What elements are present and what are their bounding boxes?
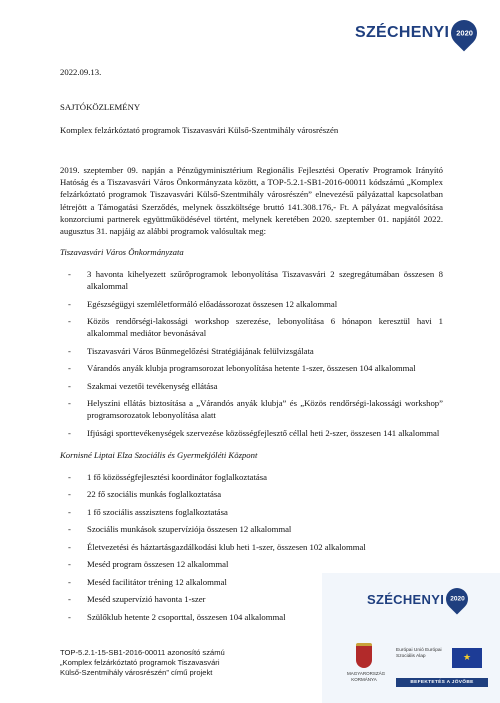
list-item: - Szociális munkások szupervíziója összesen 12 alkalommal	[60, 523, 315, 535]
list-item: - Meséd program összesen 12 alkalommal	[60, 558, 315, 570]
list-item: - 3 havonta kihelyezett szűrőprogramok lebonyolítása Tiszavasvári 2 szegregátumában összesen 8 alkalommal	[60, 268, 443, 292]
list-item: - Közös rendőrségi-lakossági workshop szerezése, lebonyolítása 6 hónapon keresztül havi 1 alkalommal mediátor bevonásával	[60, 315, 443, 339]
investment-banner: BEFEKTETÉS A JÖVŐBE	[396, 678, 488, 687]
list-item: - Egészségügyi szemléletformáló előadássorozat összesen 12 alkalommal	[60, 298, 443, 310]
org2-program-list	[60, 471, 366, 623]
list-item: - Szakmai vezetői tevékenység ellátása	[60, 380, 443, 392]
org2-heading: Kornisné Liptai Elza Szociális és Gyermekjóléti Központ	[60, 449, 258, 460]
list-item: - Tiszavasvári Város Bűnmegelőzési Stratégiájának felülvizsgálata	[60, 345, 443, 357]
document-subject: Komplex felzárkóztató programok Tiszavasvári Külső-Szentmihály városrészén	[60, 125, 339, 136]
document-date: 2022.09.13.	[60, 67, 102, 77]
list-item: - Életvezetési és háztartásgazdálkodási klub heti 1-szer, összesen 102 alkalommal	[60, 541, 407, 553]
eu-label: Európai Unió Európai Szociális Alap	[396, 648, 442, 659]
funding-badge	[322, 573, 500, 703]
eu-emblem	[396, 648, 482, 668]
coat-of-arms-icon	[356, 643, 372, 668]
list-item: - Ifjúsági sporttevékenységek szervezése közösségfejlesztő céllal heti 2-szer, összesen 141 alkalommal	[60, 427, 443, 439]
intro-paragraph: 2019. szeptember 09. napján a Pénzügyminisztérium Regionális Fejlesztési Operatív Programok Irányító Hatóság és a Tiszavasvári Város Önkormányzata között, a TOP-5.2.1-SB1-2016-00011 kódszámú „Komplex felzárkóztató programok Tiszavasvári Külső-Szentmihály városrészén” elnevezésű pályázattal kapcsolatban létrejött a Támogatási Szerződés, melynek összköltsége bruttó 141.308.176,- Ft. A pályázat megvalósítása konzorciumi partnerek együttműködésével történt, melynek keretében 2020. szeptember 01. napjától 2022. augusztus 31. napjáig az alábbi programok valósultak meg:	[60, 165, 443, 236]
logo-year: 2020	[449, 595, 465, 603]
szechenyi-logo	[355, 20, 477, 46]
szechenyi-logo-small	[367, 588, 468, 610]
list-item: - Várandós anyák klubja programsorozat lebonyolítása hetente 1-szer, összesen 104 alkalommal	[60, 362, 443, 374]
document-heading: SAJTÓKÖZLEMÉNY	[60, 102, 141, 113]
logo-wordmark: SZÉCHENYI	[367, 591, 445, 607]
press-release-body	[60, 62, 443, 628]
list-item: - Szülőklub hetente 2 csoporttal, összesen 104 alkalommal	[60, 611, 307, 623]
government-label: MAGYARORSZÁG KORMÁNYA	[347, 671, 386, 682]
org1-heading: Tiszavasvári Város Önkormányzata	[60, 246, 184, 257]
list-item: - Helyszíni ellátás biztosítása a „Várandós anyák klubja” és „Közös rendőrségi-lakossági workshop” programsorozatok lebonyolítása alatt	[60, 397, 443, 421]
eu-flag-icon: ★	[452, 648, 482, 668]
location-pin-icon	[442, 583, 473, 614]
project-footer: TOP-5.2.1-15-SB1-2016-00011 azonosító számú „Komplex felzárkóztató programok Tiszavasvári Külső-Szentmihály városrészén” című projekt	[60, 648, 225, 677]
list-item: - Meséd szupervízió havonta 1-szer	[60, 593, 315, 605]
list-item: - Meséd facilitátor tréning 12 alkalommal	[60, 576, 315, 588]
list-item: - 22 fő szociális munkás foglalkoztatása	[60, 488, 315, 500]
org1-program-list	[60, 268, 443, 439]
logo-wordmark: SZÉCHENYI	[355, 24, 450, 41]
list-item: - 1 fő közösségfejlesztési koordinátor foglalkoztatása	[60, 471, 315, 483]
logo-year: 2020	[455, 28, 473, 38]
list-item: - 1 fő szociális asszisztens foglalkoztatása	[60, 506, 315, 518]
hungarian-government-emblem	[347, 643, 386, 682]
location-pin-icon	[446, 15, 483, 52]
